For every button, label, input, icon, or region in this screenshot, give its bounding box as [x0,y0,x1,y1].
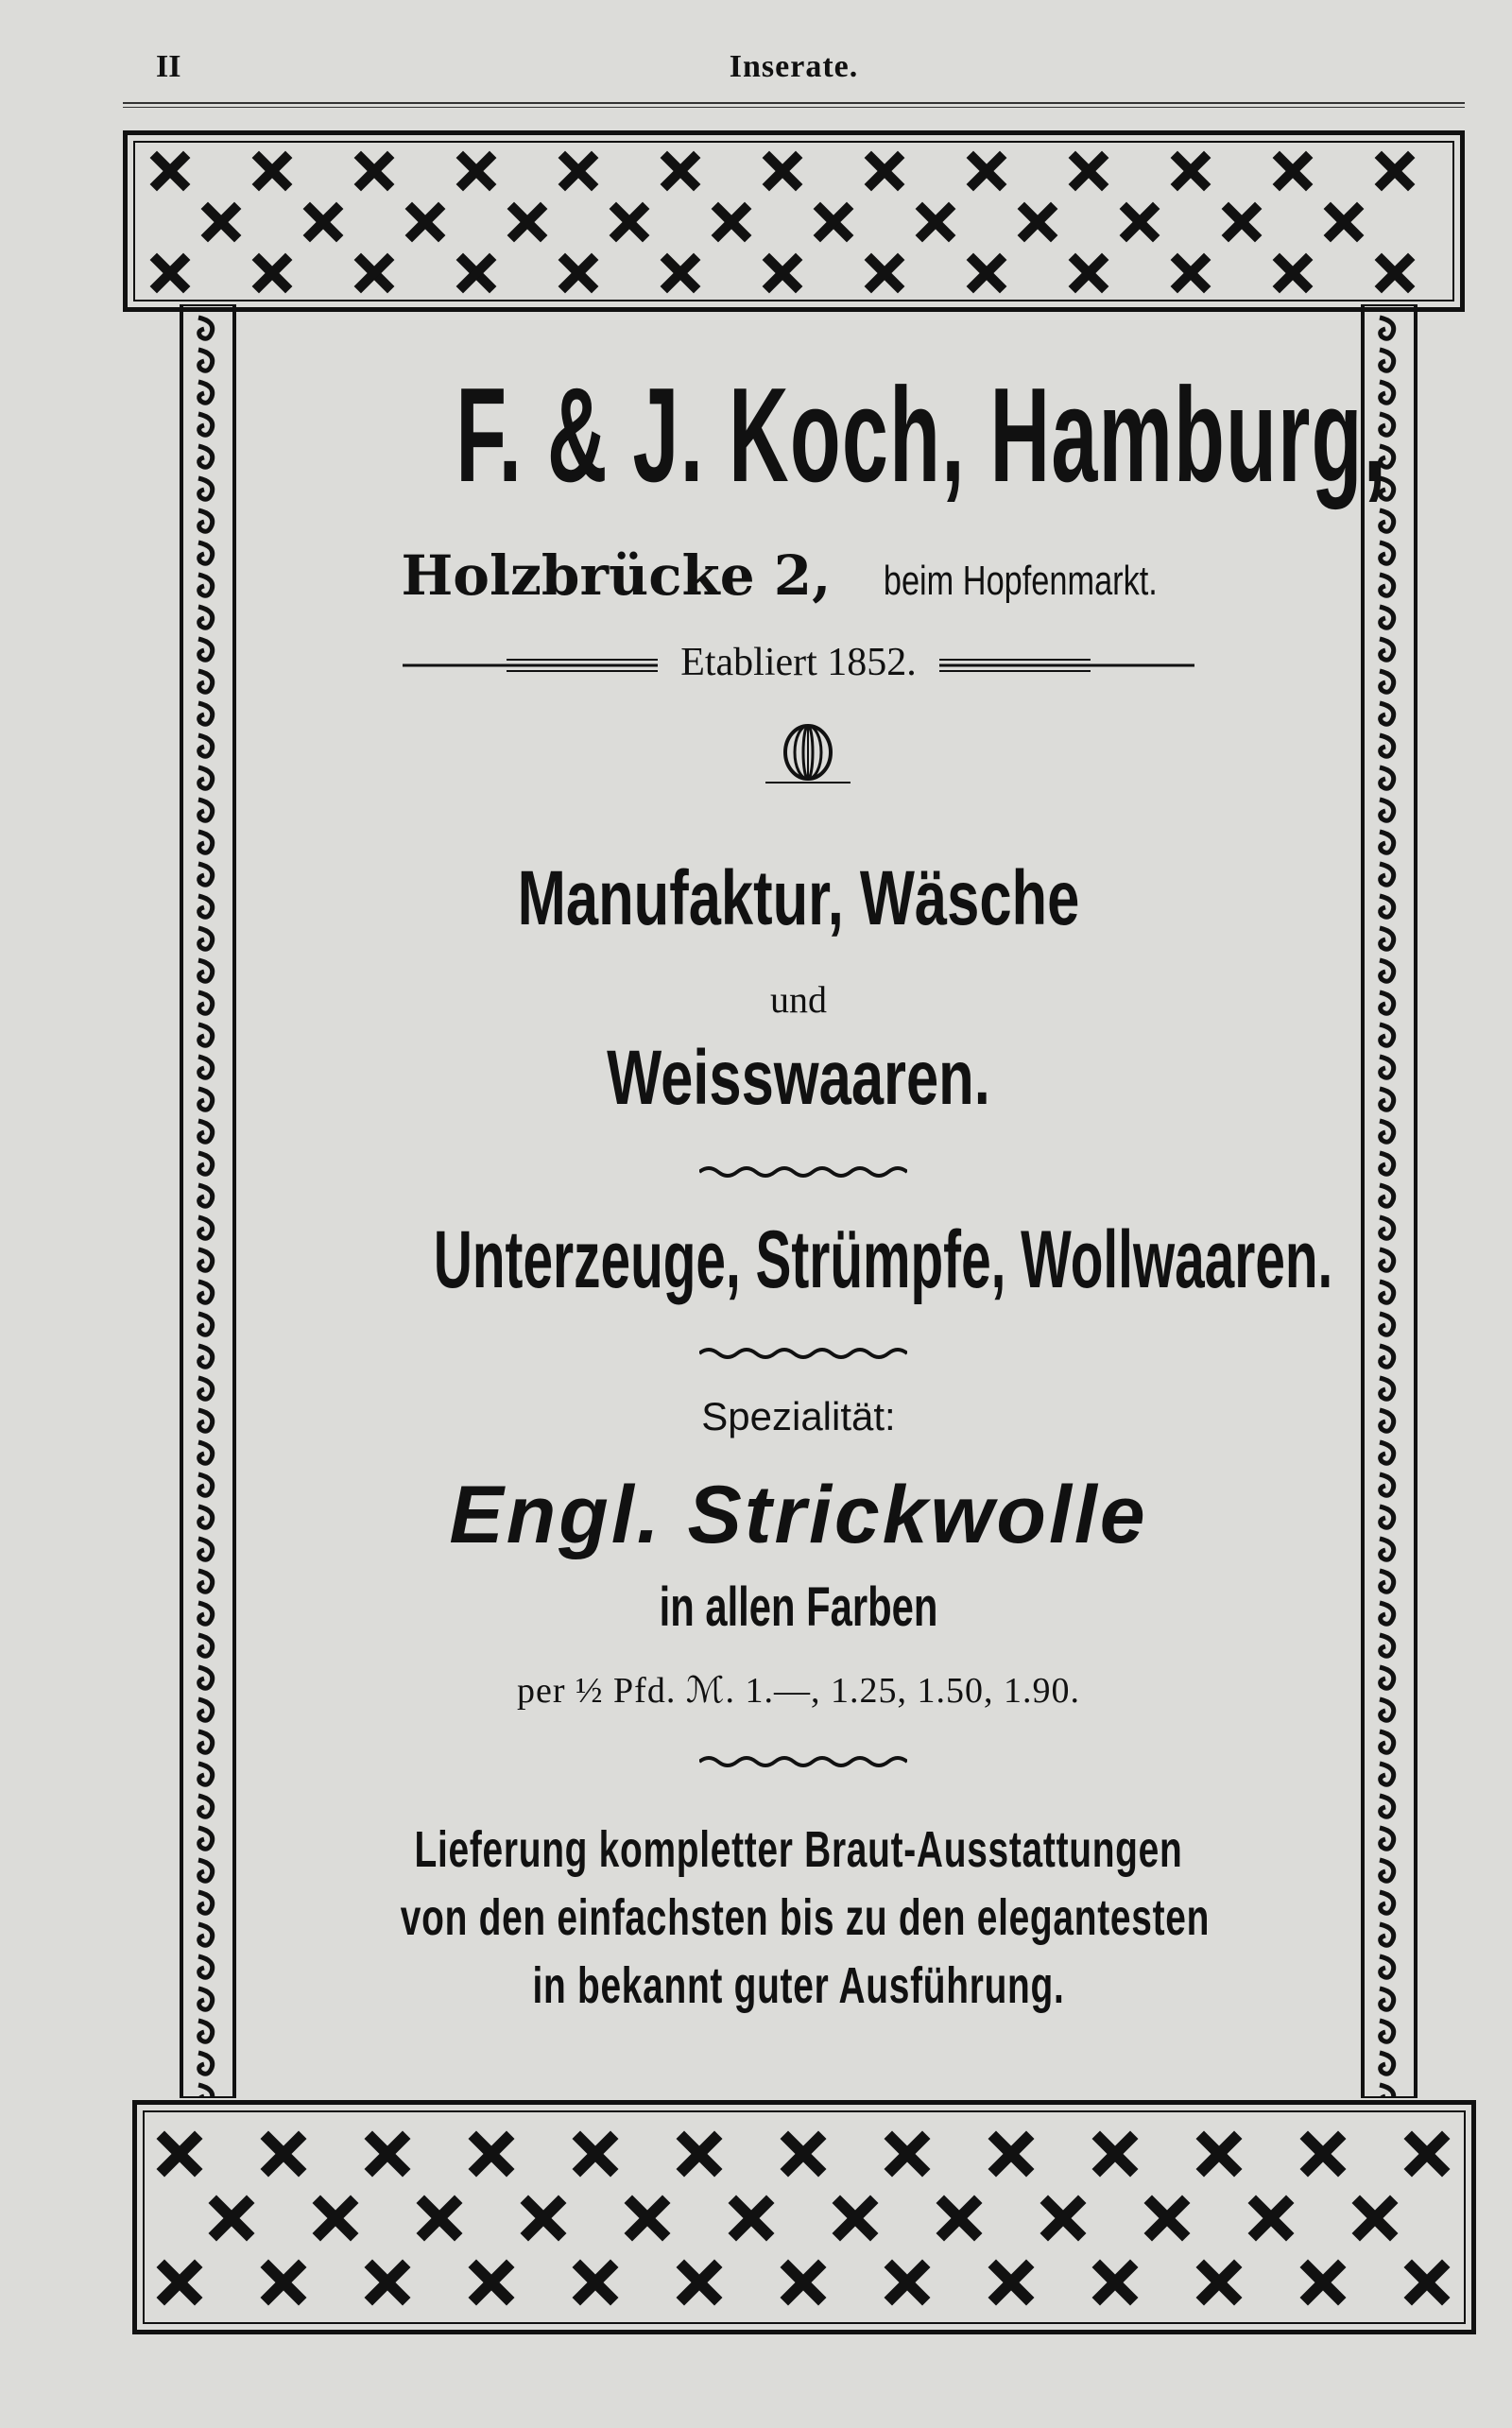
vine-scroll-icon [198,382,213,403]
cross-ornament-icon [1152,2203,1182,2233]
cross-ornament-icon [514,209,541,235]
scroll-vine-left [180,304,236,2098]
vine-scroll-icon [1380,1410,1394,1431]
cross-ornament-icon [616,209,643,235]
globe-emblem-icon [765,716,850,797]
cross-ornament-icon [1177,260,1204,286]
delivery-line-2: von den einfachsten bis zu den elegantesten [400,1889,1211,1946]
running-head: Inserate. [729,49,859,84]
cross-ornament-icon [259,158,285,184]
vine-scroll-icon [198,1057,213,1077]
cross-ornament-icon [871,260,898,286]
vine-scroll-icon [1380,1507,1394,1527]
cross-ornament-icon [788,2139,818,2169]
vine-scroll-icon [1380,767,1394,788]
vine-scroll-icon [198,1635,213,1656]
cross-ornament-icon [684,2267,714,2298]
address-street: Holzbrücke 2, [401,543,832,608]
vine-scroll-icon [198,1699,213,1720]
vine-scroll-icon [1380,2053,1394,2074]
vine-scroll-icon [1380,1892,1394,1913]
cross-ornament-icon [1412,2139,1442,2169]
cross-ornament-icon [1048,2203,1078,2233]
cross-ornament-icon [1360,2203,1390,2233]
cross-ornament-icon [580,2139,610,2169]
vine-scroll-icon [1380,1989,1394,2009]
vine-scroll-icon [198,1796,213,1817]
cross-ornament-icon [1280,260,1306,286]
vine-scroll-icon [198,1828,213,1849]
cross-ornament-icon [320,2203,351,2233]
left-ornament-border [180,304,236,2098]
vine-scroll-icon [198,1956,213,1977]
cross-ornament-icon [361,260,387,286]
cross-ornament-icon [424,2203,455,2233]
vine-scroll-icon [1380,1057,1394,1077]
vine-scroll-icon [1380,896,1394,917]
vine-scroll-icon [1380,1474,1394,1495]
cross-ornament-icon [463,260,490,286]
cross-ornament-icon [922,209,949,235]
vine-scroll-icon [198,992,213,1013]
vine-scroll-icon [198,1924,213,1945]
cross-ornament-icon [1177,158,1204,184]
squiggle-divider-icon [699,1161,907,1183]
cross-ornament-icon [667,260,694,286]
cross-ornament-icon [476,2139,507,2169]
cross-ornament-icon [1412,2267,1442,2298]
cross-ornament-icon [1100,2267,1130,2298]
special-label: Spezialität: [701,1394,896,1438]
cross-ornament-icon [892,2267,922,2298]
cross-ornament-icon [1382,260,1408,286]
established-text: Etabliert 1852. [680,641,917,684]
cross-ornament-icon [157,158,183,184]
vine-scroll-icon [1380,1249,1394,1270]
vine-scroll-icon [1380,671,1394,692]
vine-scroll-icon [1380,1153,1394,1174]
special-colors: in allen Farben [659,1576,938,1638]
vine-scroll-icon [198,1185,213,1206]
vine-scroll-icon [1380,1217,1394,1238]
vine-scroll-icon [198,960,213,981]
rule-left-icon [403,656,658,675]
vine-scroll-icon [1380,2085,1394,2098]
vine-scroll-icon [198,542,213,563]
vine-scroll-icon [1380,1089,1394,1110]
rule-right-icon [939,656,1194,675]
vine-scroll-icon [198,510,213,531]
cross-ornament-icon [1308,2267,1338,2298]
vine-scroll-icon [198,1410,213,1431]
cross-ornament-icon [1228,209,1255,235]
vine-scroll-icon [1380,992,1394,1013]
vine-scroll-icon [1380,542,1394,563]
vine-scroll-icon [1380,2021,1394,2041]
cross-ornament-icon [580,2267,610,2298]
vine-scroll-icon [198,800,213,820]
vine-scroll-icon [1380,1378,1394,1399]
cross-ornament-icon [1331,209,1357,235]
vine-scroll-icon [198,1860,213,1881]
vine-scroll-icon [198,1025,213,1045]
vine-scroll-icon [198,2085,213,2098]
special-price: per ½ Pfd. ℳ. 1.—, 1.25, 1.50, 1.90. [517,1671,1080,1711]
vine-scroll-icon [198,1989,213,2009]
vine-scroll-icon [198,1571,213,1592]
delivery-line-3: in bekannt guter Ausführung. [532,1957,1065,2014]
vine-scroll-icon [1380,1121,1394,1142]
vine-scroll-icon [1380,1185,1394,1206]
address-row [246,543,1351,608]
cross-ornament-icon [1024,209,1051,235]
vine-scroll-icon [1380,510,1394,531]
vine-scroll-icon [198,1089,213,1110]
vine-scroll-icon [1380,1314,1394,1335]
vine-scroll-icon [198,928,213,949]
cross-ornament-icon [871,158,898,184]
vine-scroll-icon [198,767,213,788]
vine-scroll-icon [198,1603,213,1624]
vine-scroll-icon [1380,1667,1394,1688]
vine-scroll-icon [198,1474,213,1495]
cross-ornament-icon [667,158,694,184]
goods-line-2: Weisswaaren. [607,1035,990,1121]
delivery-line-1: Lieferung kompletter Braut-Ausstattungen [414,1821,1183,1878]
vine-scroll-icon [1380,1860,1394,1881]
established-row [246,643,1351,682]
vine-scroll-icon [1380,1442,1394,1463]
cross-ornament-icon [684,2139,714,2169]
vine-scroll-icon [198,1153,213,1174]
cross-ornament-icon [1075,260,1102,286]
cross-ornament-icon [1204,2139,1234,2169]
vine-scroll-icon [198,1731,213,1752]
vine-scroll-icon [198,575,213,595]
cross-ornament-icon [632,2203,662,2233]
cross-ornament-icon [412,209,438,235]
cross-ornament-icon [996,2267,1026,2298]
vine-scroll-icon [198,1667,213,1688]
vine-scroll-icon [1380,1603,1394,1624]
cross-ornament-icon [463,158,490,184]
cross-ornament-icon [565,158,592,184]
cross-ornament-icon [1126,209,1153,235]
cross-ornament-icon [1280,158,1306,184]
cross-ornament-icon [565,260,592,286]
vine-scroll-icon [198,318,213,338]
vine-scroll-icon [1380,607,1394,628]
cross-ornament-icon [372,2267,403,2298]
cross-ornament-icon [944,2203,974,2233]
vine-scroll-icon [198,1764,213,1784]
vine-scroll-icon [198,1314,213,1335]
vine-scroll-icon [1380,1796,1394,1817]
bottom-ornament-band [132,2100,1476,2334]
special-item: Engl. Strickwolle [449,1470,1148,1560]
scroll-vine-right [1361,304,1418,2098]
vine-scroll-icon [198,1282,213,1302]
cross-ornament-icon [164,2139,195,2169]
cross-pattern-bottom [137,2105,1471,2330]
cross-ornament-icon [1100,2139,1130,2169]
vine-scroll-icon [1380,703,1394,724]
vine-scroll-icon [198,832,213,852]
vine-scroll-icon [1380,1025,1394,1045]
page-number: II [156,49,181,84]
vine-scroll-icon [198,414,213,435]
cross-ornament-icon [157,260,183,286]
vine-scroll-icon [1380,832,1394,852]
cross-ornament-icon [1256,2203,1286,2233]
cross-ornament-icon [892,2139,922,2169]
vine-scroll-icon [1380,800,1394,820]
cross-ornament-icon [736,2203,766,2233]
cross-ornament-icon [259,260,285,286]
cross-ornament-icon [208,209,234,235]
vine-scroll-icon [1380,1282,1394,1302]
cross-ornament-icon [268,2267,299,2298]
vine-scroll-icon [1380,1924,1394,1945]
cross-ornament-icon [164,2267,195,2298]
vine-scroll-icon [1380,1699,1394,1720]
cross-ornament-icon [973,260,1000,286]
vine-scroll-icon [198,350,213,370]
vine-scroll-icon [198,896,213,917]
vine-scroll-icon [198,639,213,660]
vine-scroll-icon [198,2053,213,2074]
vine-scroll-icon [198,1892,213,1913]
vine-scroll-icon [198,2021,213,2041]
goods-line-3: Unterzeuge, Strümpfe, Wollwaaren. [433,1214,1333,1305]
vine-scroll-icon [1380,1571,1394,1592]
company-name: F. & J. Koch, Hamburg, [455,360,1388,510]
address-market: beim Hopfenmarkt. [883,558,1158,604]
vine-scroll-icon [1380,1346,1394,1367]
vine-scroll-icon [198,446,213,467]
cross-ornament-icon [216,2203,247,2233]
vine-scroll-icon [198,1249,213,1270]
header-rule [123,102,1465,108]
vine-scroll-icon [198,1539,213,1559]
goods-line-1: Manufaktur, Wäsche [517,855,1080,941]
vine-scroll-icon [1380,1956,1394,1977]
vine-scroll-icon [198,1217,213,1238]
vine-scroll-icon [198,864,213,885]
vine-scroll-icon [1380,318,1394,338]
squiggle-divider-icon [699,1750,907,1773]
vine-scroll-icon [1380,928,1394,949]
vine-scroll-icon [198,478,213,499]
cross-ornament-icon [973,158,1000,184]
goods-and: und [770,978,827,1021]
advert-body [246,312,1388,2089]
top-ornament-band [123,130,1465,312]
cross-ornament-icon [1204,2267,1234,2298]
cross-ornament-icon [996,2139,1026,2169]
vine-scroll-icon [198,1442,213,1463]
vine-scroll-icon [198,735,213,756]
cross-ornament-icon [268,2139,299,2169]
vine-scroll-icon [1380,735,1394,756]
vine-scroll-icon [1380,1539,1394,1559]
vine-scroll-icon [198,703,213,724]
cross-ornament-icon [840,2203,870,2233]
vine-scroll-icon [198,607,213,628]
vine-scroll-icon [198,1378,213,1399]
cross-ornament-icon [1308,2139,1338,2169]
cross-pattern-top [128,135,1460,307]
vine-scroll-icon [1380,1764,1394,1784]
cross-ornament-icon [788,2267,818,2298]
vine-scroll-icon [198,1346,213,1367]
cross-ornament-icon [718,209,745,235]
cross-ornament-icon [310,209,336,235]
cross-ornament-icon [528,2203,558,2233]
vine-scroll-icon [1380,864,1394,885]
vine-scroll-icon [1380,1828,1394,1849]
vine-scroll-icon [1380,639,1394,660]
vine-scroll-icon [1380,960,1394,981]
vine-scroll-icon [198,1507,213,1527]
vine-scroll-icon [198,671,213,692]
cross-ornament-icon [769,260,796,286]
vine-scroll-icon [198,1121,213,1142]
cross-ornament-icon [1075,158,1102,184]
vine-scroll-icon [1380,575,1394,595]
squiggle-divider-icon [699,1342,907,1365]
cross-ornament-icon [476,2267,507,2298]
right-ornament-border [1361,304,1418,2098]
cross-ornament-icon [372,2139,403,2169]
page-header [0,49,1512,87]
vine-scroll-icon [1380,1635,1394,1656]
cross-ornament-icon [361,158,387,184]
vine-scroll-icon [1380,1731,1394,1752]
cross-ornament-icon [769,158,796,184]
cross-ornament-icon [1382,158,1408,184]
cross-ornament-icon [820,209,847,235]
